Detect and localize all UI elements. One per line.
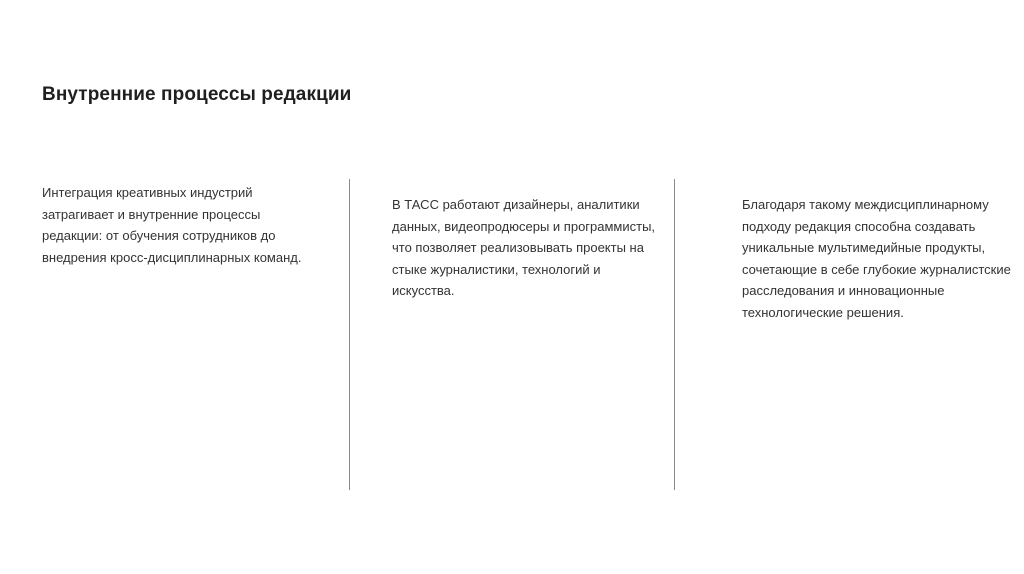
column-text-1: Интеграция креативных индустрий затрагивает и внутренние процессы редакции: от обучения сотрудников до внедрения кросс-дисциплинарных команд. [42, 185, 302, 265]
column-divider [674, 179, 675, 490]
column-divider [349, 179, 350, 490]
column-text-3: Благодаря такому междисциплинарному подходу редакция способна создавать уникальные мультимедийные продукты, сочетающие в себе глубокие журналистские расследования и инновационные технологические решения. [742, 197, 1011, 320]
column-text-2: В ТАСС работают дизайнеры, аналитики данных, видеопродюсеры и программисты, что позволяет реализовывать проекты на стыке журналистики, технологий и искусства. [392, 197, 656, 299]
slide-title: Внутренние процессы редакции [42, 84, 352, 105]
